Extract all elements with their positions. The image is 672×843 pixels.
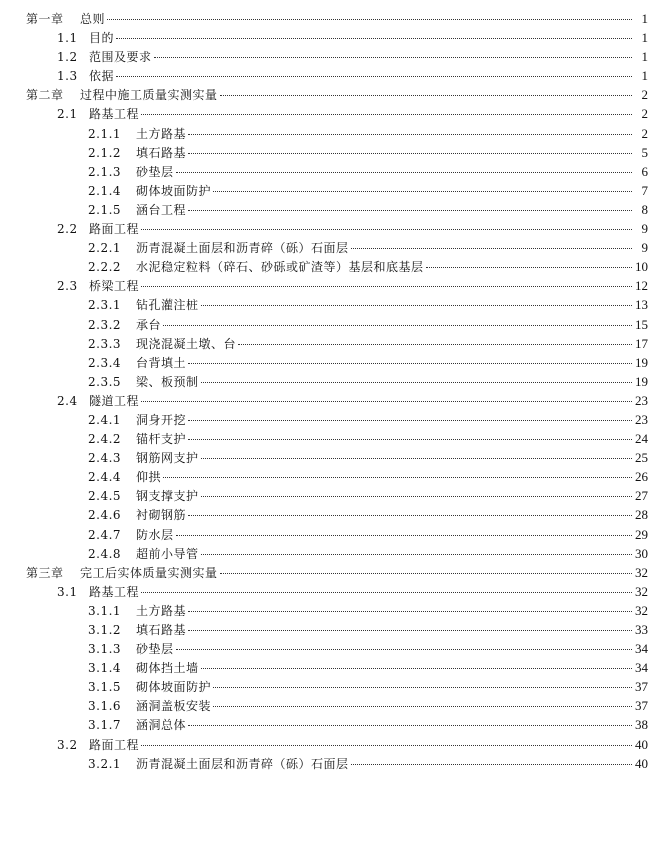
- toc-entry-page-number: 2: [641, 125, 648, 141]
- toc-entry[interactable]: [0, 525, 672, 544]
- toc-entry-number: 2.1.4: [88, 183, 122, 198]
- dot-leader: [188, 133, 632, 135]
- toc-entry-page-number: 34: [635, 641, 648, 657]
- toc-entry-number: 1.1: [57, 31, 78, 46]
- toc-entry[interactable]: [0, 66, 672, 85]
- toc-entry-page-number: 19: [635, 354, 648, 370]
- toc-entry-number: 1.3: [57, 69, 78, 84]
- toc-entry[interactable]: [0, 677, 672, 696]
- toc-entry-line: [88, 658, 648, 678]
- dot-leader: [141, 113, 632, 115]
- toc-entry[interactable]: [0, 639, 672, 658]
- toc-entry-page-number: 26: [635, 469, 648, 485]
- toc-entry-line: [88, 200, 648, 220]
- toc-entry-page-number: 8: [641, 201, 648, 217]
- toc-entry[interactable]: [0, 315, 672, 334]
- toc-entry[interactable]: [0, 181, 672, 200]
- toc-entry-page-number: 15: [635, 316, 648, 332]
- toc-entry-page-number: 40: [635, 755, 648, 771]
- toc-entry-title: 砌体坡面防护: [136, 680, 212, 695]
- toc-entry-page-number: 24: [635, 431, 648, 447]
- toc-entry-page-number: 25: [635, 450, 648, 466]
- toc-entry-page-number: 1: [641, 68, 648, 84]
- toc-entry-line: [57, 582, 648, 602]
- toc-entry-line: [88, 696, 648, 716]
- toc-entry-number: 1.2: [57, 50, 78, 65]
- toc-entry-title: 防水层: [136, 527, 174, 542]
- toc-entry-page-number: 37: [635, 679, 648, 695]
- dot-leader: [188, 610, 632, 612]
- toc-entry-number: 第二章: [26, 88, 64, 103]
- toc-entry-number: 2.4: [57, 393, 78, 408]
- toc-entry-number: 2.3.1: [88, 298, 122, 313]
- toc-entry-line: [57, 104, 648, 124]
- toc-entry[interactable]: [0, 9, 672, 28]
- toc-entry[interactable]: [0, 429, 672, 448]
- toc-entry-page-number: 33: [635, 622, 648, 637]
- dot-leader: [141, 285, 632, 287]
- toc-entry-title: 钢支撑支护: [136, 489, 199, 504]
- toc-entry-number: 2.4.1: [88, 412, 122, 427]
- dot-leader: [213, 686, 632, 688]
- dot-leader: [201, 457, 632, 459]
- toc-entry-number: 2.1.2: [88, 145, 122, 160]
- toc-entry-line: [88, 238, 648, 258]
- toc-entry-page-number: 1: [641, 30, 648, 46]
- dot-leader: [188, 514, 632, 516]
- toc-entry[interactable]: [0, 582, 672, 601]
- toc-entry[interactable]: [0, 295, 672, 314]
- toc-entry-number: 2.2.2: [88, 260, 122, 275]
- toc-entry-title: 沥青混凝土面层和沥青碎（砾）石面层: [136, 241, 349, 256]
- toc-entry-number: 2.2.1: [88, 241, 122, 256]
- toc-entry-title: 目的: [89, 31, 115, 46]
- toc-entry[interactable]: [0, 715, 672, 734]
- dot-leader: [213, 705, 632, 707]
- toc-entry-page-number: 38: [635, 717, 648, 733]
- toc-entry[interactable]: [0, 467, 672, 486]
- dot-leader: [220, 572, 632, 574]
- toc-entry-number: 第一章: [26, 12, 64, 26]
- toc-entry-page-number: 2: [641, 106, 648, 122]
- toc-entry-line: [88, 143, 648, 163]
- toc-entry[interactable]: [0, 238, 672, 257]
- toc-entry-line: [88, 505, 648, 525]
- toc-entry-title: 涵洞盖板安装: [136, 699, 212, 714]
- toc-entry-number: 2.4.8: [88, 546, 122, 561]
- toc-entry-line: [88, 754, 648, 774]
- toc-entry[interactable]: [0, 28, 672, 47]
- toc-entry[interactable]: [0, 620, 672, 639]
- toc-entry[interactable]: [0, 754, 672, 773]
- toc-entry[interactable]: [0, 47, 672, 66]
- dot-leader: [188, 724, 632, 726]
- toc-entry-title: 路面工程: [89, 222, 140, 237]
- toc-entry-title: 沥青混凝土面层和沥青碎（砾）石面层: [136, 756, 349, 771]
- toc-entry-number: 2.3.2: [88, 317, 122, 332]
- toc-entry-title: 涵台工程: [136, 202, 187, 217]
- toc-entry-page-number: 23: [635, 411, 648, 427]
- toc-entry-number: 2.3.4: [88, 355, 122, 370]
- toc-entry-number: 3.1.4: [88, 661, 122, 676]
- toc-entry-line: [26, 563, 648, 583]
- toc-entry-title: 砂垫层: [136, 164, 174, 179]
- toc-entry-page-number: 7: [641, 182, 648, 198]
- toc-entry-title: 锚杆支护: [136, 432, 187, 447]
- dot-leader: [188, 629, 632, 631]
- toc-entry-line: [88, 295, 648, 315]
- toc-entry-line: [88, 124, 648, 144]
- toc-entry-page-number: 1: [641, 49, 648, 65]
- toc-entry-title: 涵洞总体: [136, 718, 187, 733]
- toc-entry-line: [88, 334, 648, 354]
- toc-entry-number: 2.2: [57, 222, 78, 237]
- toc-entry-number: 2.4.5: [88, 489, 122, 504]
- toc-entry-line: [88, 429, 648, 449]
- toc-entry[interactable]: [0, 143, 672, 162]
- dot-leader: [141, 591, 632, 593]
- toc-entry-line: [57, 219, 648, 239]
- dot-leader: [176, 171, 632, 173]
- toc-entry[interactable]: [0, 276, 672, 295]
- toc-entry-page-number: 1: [641, 11, 648, 26]
- toc-entry-page-number: 37: [635, 698, 648, 714]
- toc-entry-number: 2.1: [57, 107, 78, 122]
- toc-entry[interactable]: [0, 735, 672, 754]
- toc-entry[interactable]: [0, 104, 672, 123]
- toc-entry-page-number: 28: [635, 507, 648, 523]
- toc-entry-line: [88, 639, 648, 659]
- toc-entry[interactable]: [0, 200, 672, 219]
- toc-entry-title: 梁、板预制: [136, 374, 199, 389]
- toc-entry-page-number: 32: [635, 602, 648, 618]
- dot-leader: [154, 56, 632, 58]
- toc-entry[interactable]: [0, 563, 672, 582]
- dot-leader: [220, 94, 632, 96]
- dot-leader: [188, 152, 632, 154]
- toc-entry-page-number: 17: [635, 335, 648, 351]
- toc-entry-page-number: 29: [635, 526, 648, 542]
- toc-entry-number: 2.1.5: [88, 202, 122, 217]
- toc-entry-line: [88, 448, 648, 468]
- toc-entry[interactable]: [0, 391, 672, 410]
- toc-entry-line: [88, 372, 648, 392]
- toc-entry[interactable]: [0, 486, 672, 505]
- toc-entry-number: 3.1.6: [88, 699, 122, 714]
- dot-leader: [426, 266, 632, 268]
- toc-entry-title: 依据: [89, 69, 115, 84]
- toc-entry-line: [88, 181, 648, 201]
- toc-entry-line: [88, 620, 648, 640]
- toc-entry-line: [57, 66, 648, 86]
- toc-entry-title: 砌体挡土墙: [136, 661, 199, 676]
- toc-entry-page-number: 6: [641, 163, 648, 179]
- toc-entry[interactable]: [0, 410, 672, 429]
- toc-entry-page-number: 13: [635, 297, 648, 313]
- toc-entry-page-number: 34: [635, 660, 648, 676]
- toc-entry-title: 过程中施工质量实测实量: [80, 88, 218, 103]
- toc-entry-line: [88, 715, 648, 735]
- toc-entry-title: 台背填土: [136, 355, 187, 370]
- toc-entry-line: [57, 28, 648, 48]
- toc-entry-title: 桥梁工程: [89, 279, 140, 294]
- toc-entry-line: [57, 47, 648, 67]
- toc-entry-page-number: 19: [635, 373, 648, 389]
- dot-leader: [176, 534, 632, 536]
- dot-leader: [188, 419, 632, 421]
- toc-entry-number: 3.1.2: [88, 623, 122, 637]
- dot-leader: [163, 324, 632, 326]
- toc-entry-line: [88, 257, 648, 277]
- toc-entry-number: 2.4.4: [88, 470, 122, 485]
- toc-entry-title: 仰拱: [136, 470, 162, 485]
- table-of-contents: [0, 9, 672, 773]
- toc-entry-line: [88, 353, 648, 373]
- toc-entry-page-number: 23: [635, 392, 648, 408]
- toc-entry[interactable]: [0, 353, 672, 372]
- dot-leader: [163, 476, 632, 478]
- toc-entry[interactable]: [0, 334, 672, 353]
- dot-leader: [141, 228, 632, 230]
- dot-leader: [201, 667, 632, 669]
- dot-leader: [201, 381, 632, 383]
- dot-leader: [188, 209, 632, 211]
- toc-entry-page-number: 30: [635, 545, 648, 561]
- toc-entry-title: 现浇混凝土墩、台: [136, 336, 237, 351]
- toc-entry-title: 路基工程: [89, 584, 140, 599]
- toc-entry-line: [88, 410, 648, 430]
- toc-entry-title: 填石路基: [136, 623, 187, 637]
- toc-entry-number: 3.1.3: [88, 642, 122, 657]
- toc-entry-page-number: 9: [641, 240, 648, 256]
- toc-entry[interactable]: [0, 505, 672, 524]
- toc-entry-title: 承台: [136, 317, 162, 332]
- toc-entry[interactable]: [0, 696, 672, 715]
- toc-entry-line: [88, 315, 648, 335]
- toc-entry-number: 2.4.3: [88, 451, 122, 466]
- dot-leader: [141, 744, 632, 746]
- toc-entry-page-number: 5: [641, 144, 648, 160]
- toc-entry-number: 2.4.2: [88, 432, 122, 447]
- toc-entry[interactable]: [0, 85, 672, 104]
- toc-entry-page-number: 32: [635, 564, 648, 580]
- toc-entry[interactable]: [0, 257, 672, 276]
- dot-leader: [188, 362, 632, 364]
- dot-leader: [351, 763, 632, 765]
- toc-entry[interactable]: [0, 219, 672, 238]
- dot-leader: [188, 438, 632, 440]
- dot-leader: [201, 304, 632, 306]
- toc-entry-line: [57, 391, 648, 411]
- toc-entry[interactable]: [0, 658, 672, 677]
- toc-entry[interactable]: [0, 372, 672, 391]
- toc-entry-line: [88, 544, 648, 564]
- toc-entry-page-number: 9: [641, 221, 648, 237]
- dot-leader: [201, 553, 632, 555]
- toc-entry-number: 3.2.1: [88, 756, 122, 771]
- toc-entry-number: 2.4.7: [88, 527, 122, 542]
- toc-entry-number: 3.1: [57, 584, 78, 599]
- dot-leader: [107, 18, 632, 20]
- toc-entry-title: 路基工程: [89, 107, 140, 122]
- dot-leader: [116, 37, 632, 39]
- toc-entry-title: 总则: [80, 12, 106, 26]
- toc-entry-title: 范围及要求: [89, 50, 152, 65]
- dot-leader: [238, 343, 632, 345]
- dot-leader: [351, 247, 632, 249]
- toc-entry[interactable]: [0, 601, 672, 620]
- toc-entry-title: 土方路基: [136, 126, 187, 141]
- toc-entry-number: 第三章: [26, 565, 64, 580]
- toc-entry-title: 超前小导管: [136, 546, 199, 561]
- toc-entry-number: 2.3.5: [88, 374, 122, 389]
- toc-entry-line: [88, 601, 648, 621]
- toc-entry-title: 钢筋网支护: [136, 451, 199, 466]
- toc-entry[interactable]: [0, 124, 672, 143]
- toc-entry-title: 洞身开挖: [136, 412, 187, 427]
- toc-entry-number: 3.2: [57, 737, 78, 752]
- toc-entry-line: [88, 162, 648, 182]
- toc-entry-line: [26, 85, 648, 105]
- toc-entry-number: 3.1.5: [88, 680, 122, 695]
- dot-leader: [116, 75, 632, 77]
- toc-entry-number: 3.1.1: [88, 603, 122, 618]
- toc-entry-number: 2.1.1: [88, 126, 122, 141]
- toc-entry-page-number: 40: [635, 736, 648, 752]
- toc-entry-page-number: 32: [635, 583, 648, 599]
- toc-entry-title: 路面工程: [89, 737, 140, 752]
- toc-entry-title: 砂垫层: [136, 642, 174, 657]
- toc-entry-title: 水泥稳定粒料（碎石、砂砾或矿渣等）基层和底基层: [136, 260, 424, 275]
- toc-entry[interactable]: [0, 448, 672, 467]
- toc-entry-page-number: 10: [635, 259, 648, 275]
- dot-leader: [141, 400, 632, 402]
- dot-leader: [176, 648, 632, 650]
- toc-entry-title: 砌体坡面防护: [136, 183, 212, 198]
- toc-entry-line: [88, 525, 648, 545]
- toc-entry-number: 2.4.6: [88, 508, 122, 523]
- toc-entry[interactable]: [0, 162, 672, 181]
- toc-entry-number: 2.3.3: [88, 336, 122, 351]
- toc-entry-title: 土方路基: [136, 603, 187, 618]
- toc-entry-line: [57, 276, 648, 296]
- toc-entry-title: 衬砌钢筋: [136, 508, 187, 523]
- toc-entry-page-number: 12: [635, 278, 648, 294]
- toc-entry-title: 完工后实体质量实测实量: [80, 565, 218, 580]
- toc-entry-page-number: 2: [641, 87, 648, 103]
- toc-entry-number: 2.1.3: [88, 164, 122, 179]
- toc-entry-number: 3.1.7: [88, 718, 122, 733]
- toc-entry[interactable]: [0, 544, 672, 563]
- toc-entry-line: [88, 486, 648, 506]
- toc-entry-title: 隧道工程: [89, 393, 140, 408]
- toc-entry-line: [57, 735, 648, 755]
- toc-entry-page-number: 27: [635, 488, 648, 504]
- toc-entry-line: [88, 677, 648, 697]
- toc-entry-line: [26, 9, 648, 29]
- dot-leader: [201, 495, 632, 497]
- toc-entry-title: 钻孔灌注桩: [136, 298, 199, 313]
- toc-entry-number: 2.3: [57, 279, 78, 294]
- dot-leader: [213, 190, 632, 192]
- toc-entry-line: [88, 467, 648, 487]
- toc-entry-title: 填石路基: [136, 145, 187, 160]
